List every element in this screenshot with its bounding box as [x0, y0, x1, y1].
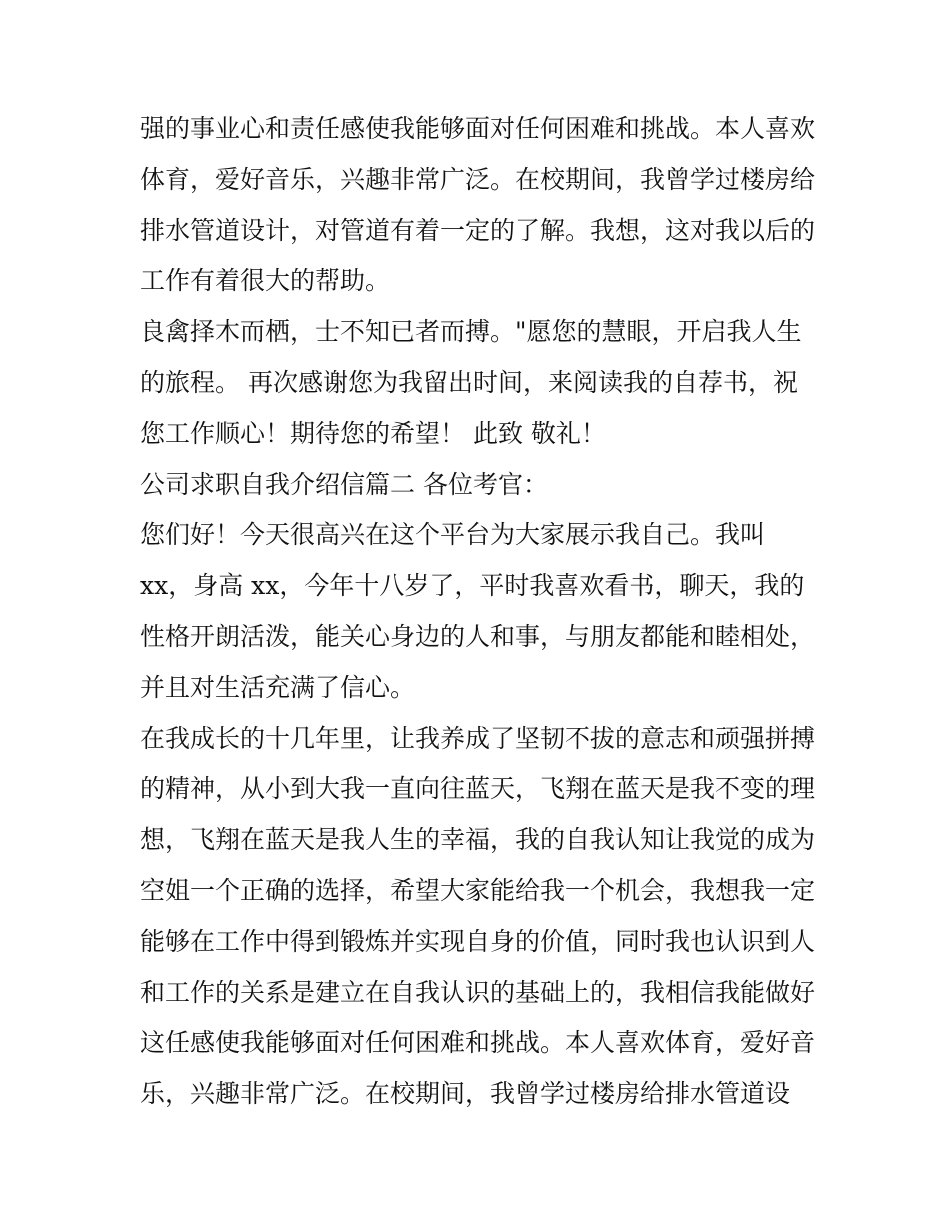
- text-line: 良禽择木而栖，士不知已者而搏。"愿您的慧眼，开启我人生: [140, 317, 802, 347]
- text-line: 想，飞翔在蓝天是我人生的幸福，我的自我认知让我觉的成为: [140, 825, 816, 855]
- text-line: 排水管道设计，对管道有着一定的了解。我想，这对我以后的: [140, 215, 816, 245]
- text-line: xx，身高 xx，今年十八岁了，平时我喜欢看书，聊天，我的: [140, 571, 805, 601]
- text-line: 工作有着很大的帮助。: [140, 266, 391, 296]
- text-line: 的精神，从小到大我一直向往蓝天，飞翔在蓝天是我不变的理: [140, 774, 816, 804]
- text-line: 您工作顺心！期待您的希望！ 此致 敬礼！: [140, 418, 606, 448]
- text-line: 空姐一个正确的选择，希望大家能给我一个机会，我想我一定: [140, 875, 816, 905]
- text-line: 的旅程。 再次感谢您为我留出时间，来阅读我的自荐书，祝: [140, 367, 798, 397]
- text-line: 能够在工作中得到锻炼并实现自身的价值，同时我也认识到人: [140, 926, 816, 956]
- body-text: [140, 104, 820, 1120]
- text-line: 这任感使我能够面对任何困难和挑战。本人喜欢体育，爱好音: [140, 1028, 816, 1058]
- text-line: 乐，兴趣非常广泛。在校期间，我曾学过楼房给排水管道设: [140, 1079, 791, 1109]
- text-line: 和工作的关系是建立在自我认识的基础上的，我相信我能做好: [140, 977, 816, 1007]
- text-line: 体育，爱好音乐，兴趣非常广泛。在校期间，我曾学过楼房给: [140, 164, 816, 194]
- text-line: 并且对生活充满了信心。: [140, 672, 416, 702]
- text-line: 在我成长的十几年里，让我养成了坚韧不拔的意志和顽强拼搏: [140, 723, 816, 753]
- section-heading: 公司求职自我介绍信篇二 各位考官：: [140, 469, 548, 499]
- text-line: 强的事业心和责任感使我能够面对任何困难和挑战。本人喜欢: [140, 114, 816, 143]
- text-line: 性格开朗活泼，能关心身边的人和事，与朋友都能和睦相处，: [140, 621, 816, 651]
- text-line: 您们好！今天很高兴在这个平台为大家展示我自己。我叫: [140, 520, 766, 550]
